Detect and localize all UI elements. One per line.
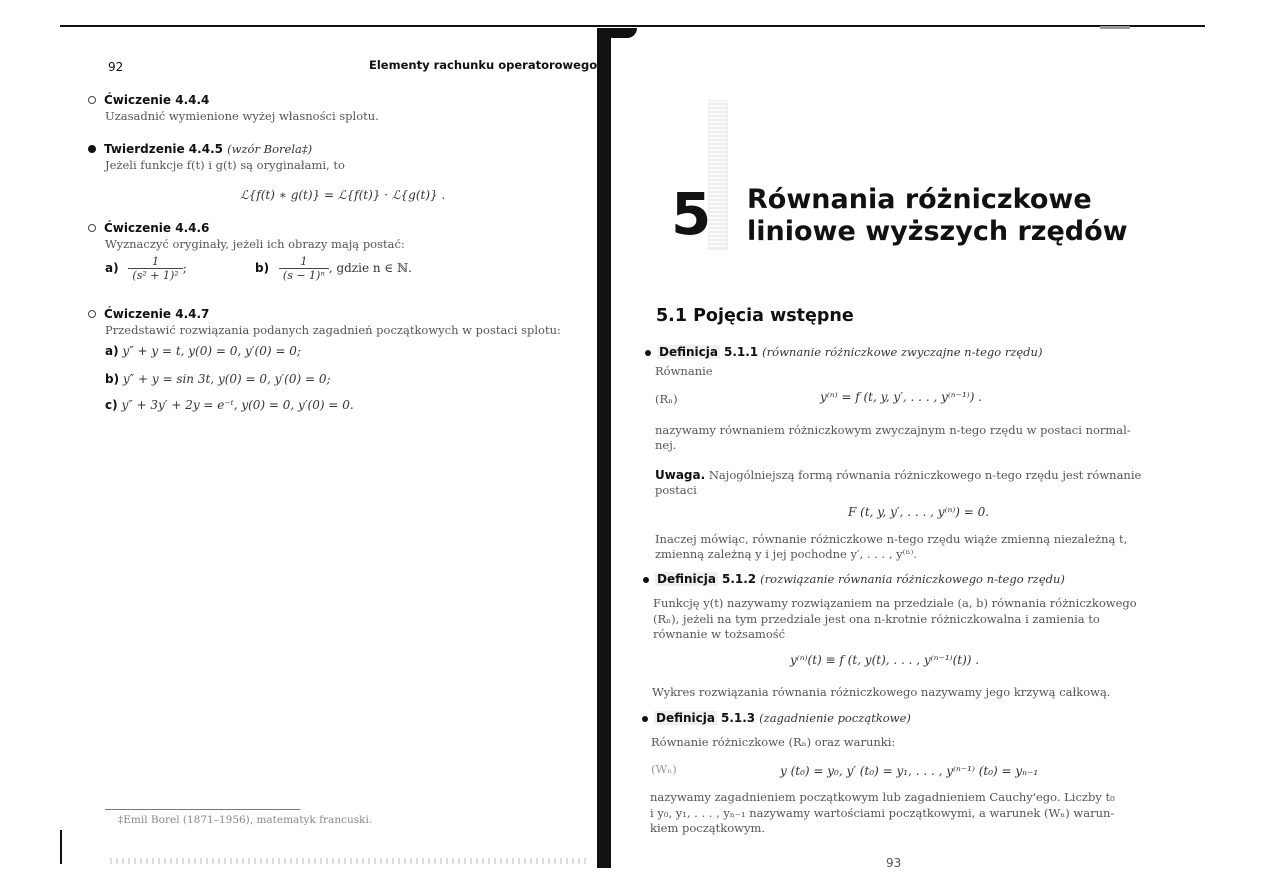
definition-5-1-1-heading [645, 345, 1042, 359]
equation-tag-wn: (Wₙ) [651, 762, 677, 776]
chapter-title [747, 184, 1128, 248]
exercise-4-4-6-text: Wyznaczyć oryginały, jeżeli ich obrazy mają postać: [105, 237, 405, 251]
remark-label: Uwaga. [655, 468, 706, 482]
footnote: ‡Emil Borel (1871–1956), matematyk francuski. [118, 814, 373, 826]
exercise-title: Ćwiczenie 4.4.6 [104, 221, 210, 235]
chapter-number: 5 [671, 180, 712, 248]
fraction-denominator: (s − 1)ⁿ [282, 269, 325, 282]
book-spine-curl [597, 28, 637, 38]
section-title: 5.1 Pojęcia wstępne [656, 306, 854, 326]
footnote-rule [105, 809, 300, 810]
equation-rn: y⁽ⁿ⁾ = f (t, y, y′, . . . , y⁽ⁿ⁻¹⁾) . [820, 390, 983, 404]
theorem-note: (wzór Borela‡) [227, 142, 313, 156]
theorem-4-4-5-text: Jeżeli funkcje f(t) i g(t) są oryginałami, to [105, 158, 345, 172]
definition-word: Definicja [657, 572, 716, 586]
scan-mark [1100, 26, 1130, 29]
remark-formula: F (t, y, y′, . . . , y⁽ⁿ⁾) = 0. [848, 505, 990, 519]
definition-5-1-2-line1: Funkcję y(t) nazywamy rozwiązaniem na przedziale (a, b) równania różniczkowego [653, 596, 1137, 610]
definition-5-1-1-line1: Równanie [655, 364, 713, 378]
exercise-4-4-6-b [255, 255, 412, 282]
definition-number: 5.1.2 [721, 572, 757, 586]
definition-5-1-3-heading [642, 711, 911, 725]
fraction-numerator: 1 [279, 255, 329, 269]
exercise-title: Ćwiczenie 4.4.4 [104, 93, 210, 107]
fraction-b [279, 255, 329, 282]
fraction-numerator: 1 [128, 255, 182, 269]
item-label: c) [105, 398, 118, 412]
definition-5-1-3-line2: nazywamy zagadnieniem początkowym lub zagadnieniem Cauchy'ego. Liczby t₀ [650, 790, 1115, 804]
exercise-4-4-7-a [105, 344, 301, 358]
book-spine [597, 28, 611, 868]
definition-word: Definicja [659, 345, 718, 359]
chapter-title-line-2: liniowe wyższych rzędów [747, 216, 1128, 247]
theorem-4-4-5-heading [88, 142, 312, 156]
definition-5-1-2-line4: Wykres rozwiązania równania różniczkowego nazywamy jego krzywą całkową. [652, 685, 1111, 699]
item-label: b) [255, 261, 270, 275]
definition-5-1-3-line3: i y₀, y₁, . . . , yₙ₋₁ nazywamy wartościami początkowymi, a warunek (Wₙ) warun- [650, 806, 1115, 820]
definition-5-1-2-heading [643, 572, 1065, 586]
exercise-4-4-7-c [105, 398, 354, 412]
definition-note: (rozwiązanie równania różniczkowego n-tego rzędu) [760, 572, 1065, 586]
definition-5-1-1-line2: nazywamy równaniem różniczkowym zwyczajnym n-tego rzędu w postaci normal- [655, 423, 1131, 437]
bullet-icon [645, 350, 651, 356]
exercise-4-4-6-a [105, 255, 187, 282]
equation-tag-rn: (Rₙ) [655, 392, 678, 406]
item-equation: y″ + y = sin 3t, y(0) = 0, y′(0) = 0; [122, 372, 331, 386]
left-page-number: 92 [108, 60, 124, 74]
remark-line1 [655, 468, 1141, 482]
item-label: a) [105, 261, 119, 275]
open-circle-icon [88, 224, 96, 232]
remark-line2: postaci [655, 483, 697, 497]
exercise-4-4-7-b [105, 372, 331, 386]
filled-circle-icon [88, 145, 96, 153]
bullet-icon [642, 716, 648, 722]
item-tail: , gdzie n ∈ ℕ. [328, 261, 412, 275]
fraction-denominator: (s² + 1)² [132, 269, 179, 282]
definition-5-1-1-line3: nej. [655, 438, 677, 452]
identity-formula: y⁽ⁿ⁾(t) ≡ f (t, y(t), . . . , y⁽ⁿ⁻¹⁾(t)) . [790, 653, 980, 667]
item-equation: y″ + y = t, y(0) = 0, y′(0) = 0; [122, 344, 301, 358]
remark-line3: Inaczej mówiąc, równanie różniczkowe n-tego rzędu wiąże zmienną niezależną t, [655, 532, 1128, 546]
exercise-4-4-6-heading [88, 221, 209, 235]
exercise-4-4-4-text: Uzasadnić wymienione wyżej własności splotu. [105, 109, 379, 123]
definition-5-1-2-line2: (Rₙ), jeżeli na tym przedziale jest ona n-krotnie różniczkowalna i zamienia to [653, 612, 1100, 626]
exercise-4-4-7-text: Przedstawić rozwiązania podanych zagadnień początkowych w postaci splotu: [105, 323, 561, 337]
chapter-title-line-1: Równania różniczkowe [747, 184, 1092, 215]
fraction-a [128, 255, 182, 282]
item-equation: y″ + 3y′ + 2y = e⁻ᵗ, y(0) = 0, y′(0) = 0. [121, 398, 354, 412]
item-label: b) [105, 372, 120, 386]
definition-5-1-2-line3: równanie w tożsamość [653, 627, 786, 641]
borel-formula: ℒ{f(t) ∗ g(t)} = ℒ{f(t)} · ℒ{g(t)} . [240, 188, 446, 202]
remark-line4: zmienną zależną y i jej pochodne y′, . . . , y⁽ⁿ⁾. [655, 547, 917, 561]
running-head: Elementy rachunku operatorowego [369, 58, 598, 72]
exercise-title: Ćwiczenie 4.4.7 [104, 307, 210, 321]
scan-noise [110, 858, 590, 864]
top-rule [60, 25, 1205, 27]
bullet-icon [643, 577, 649, 583]
exercise-4-4-4-heading [88, 93, 209, 107]
definition-number: 5.1.1 [723, 345, 759, 359]
definition-note: (równanie różniczkowe zwyczajne n-tego rzędu) [762, 345, 1043, 359]
open-circle-icon [88, 96, 96, 104]
remark-text: Najogólniejszą formą równania różniczkowego n-tego rzędu jest równanie [708, 468, 1142, 482]
definition-5-1-3-line4: kiem początkowym. [650, 821, 766, 835]
theorem-title: Twierdzenie 4.4.5 [104, 142, 223, 156]
definition-5-1-3-line1: Równanie różniczkowe (Rₙ) oraz warunki: [651, 735, 896, 749]
left-margin-mark [60, 830, 62, 864]
definition-number: 5.1.3 [720, 711, 756, 725]
definition-word: Definicja [656, 711, 715, 725]
exercise-4-4-7-heading [88, 307, 209, 321]
open-circle-icon [88, 310, 96, 318]
item-tail: ; [182, 261, 187, 275]
item-label: a) [105, 344, 119, 358]
definition-note: (zagadnienie początkowe) [759, 711, 911, 725]
initial-conditions-formula: y (t₀) = y₀, y′ (t₀) = y₁, . . . , y⁽ⁿ⁻¹⁾ (t₀) = yₙ₋₁ [780, 764, 1039, 778]
right-page-number: 93 [886, 856, 902, 870]
